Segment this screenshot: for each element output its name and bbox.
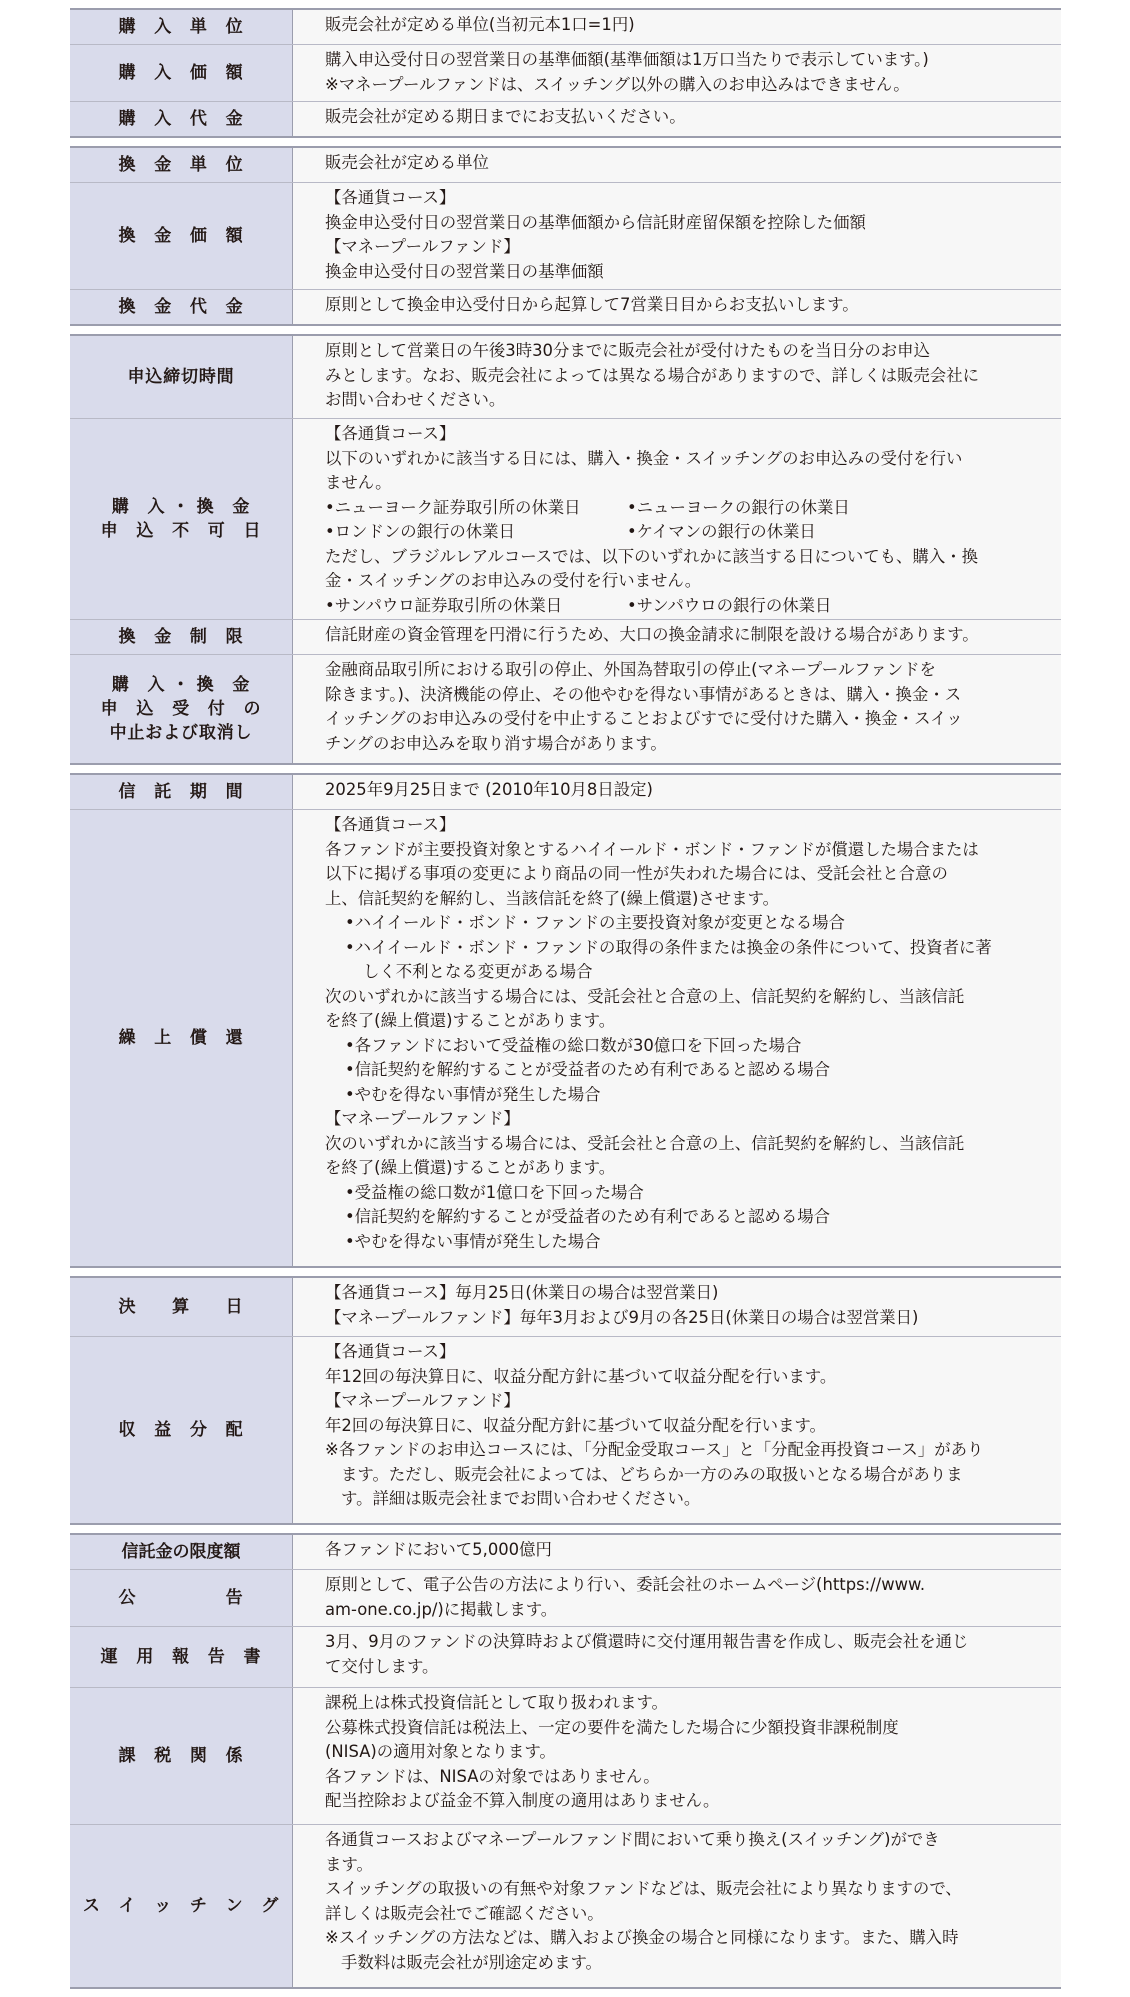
row-label-text	[119, 1744, 244, 1768]
content-line: て交付します。	[325, 1656, 439, 1676]
content-line: ただし、ブラジルレアルコースでは、以下のいずれかに該当する日についても、購入・換	[325, 546, 978, 566]
content-line: 金融商品取引所における取引の停止、外国為替取引の停止(マネープールファンドを	[325, 660, 936, 679]
row-label-line: 信 託 期 間	[118, 782, 244, 802]
section-group	[70, 1533, 1061, 1989]
content-line: 【各通貨コース】	[325, 424, 456, 443]
row-label-line: 換 金 価 額	[118, 226, 244, 246]
row-label-text	[119, 15, 244, 39]
content-line: 各ファンドにおいて5,000億円	[325, 1540, 552, 1559]
row-content	[293, 655, 1061, 763]
row-label-line: 申 込 受 付 の	[100, 699, 262, 719]
content-line: 換金申込受付日の翌営業日の基準価額	[325, 261, 604, 281]
row-label-text	[127, 365, 234, 389]
row-label	[70, 810, 293, 1266]
content-line: ※マネープールファンドは、スイッチング以外の購入のお申込みはできません。	[325, 74, 910, 94]
content-line: す。詳細は販売会社までお問い合わせください。	[341, 1489, 701, 1508]
row-label	[70, 183, 293, 289]
row-label-line: 購 入 価 額	[118, 63, 244, 83]
content-line: 2025年9月25日まで (2010年10月8日設定)	[325, 780, 653, 799]
table-row	[70, 810, 1061, 1266]
row-label-line: 申 込 不 可 日	[100, 521, 262, 541]
content-line: を終了(繰上償還)することがあります。	[325, 1011, 616, 1030]
content-line: みとします。なお、販売会社によっては異なる場合がありますので、詳しくは販売会社に	[325, 365, 979, 385]
content-line: 販売会社が定める単位	[325, 153, 489, 172]
row-label-line: 申込締切時間	[127, 367, 235, 387]
row-label-text	[119, 1586, 244, 1610]
table-row	[70, 1570, 1061, 1627]
row-label-text	[119, 625, 244, 649]
content-line: しく不利となる変更がある場合	[363, 962, 593, 981]
content-line: 換金申込受付日の翌営業日の基準価額から信託財産留保額を控除した価額	[325, 212, 866, 232]
table-row	[70, 1337, 1061, 1523]
row-label-text	[119, 295, 244, 319]
content-line: 3月、9月のファンドの決算時および償還時に交付運用報告書を作成し、販売会社を通じ	[325, 1632, 969, 1651]
section-group	[70, 773, 1061, 1268]
content-line: ます。	[325, 1854, 373, 1874]
row-label-line: 購 入 代 金	[118, 109, 244, 129]
content-line: 金・スイッチングのお申込みの受付を行いません。	[325, 571, 702, 590]
content-line: 次のいずれかに該当する場合には、受託会社と合意の上、信託契約を解約し、当該信託	[325, 1133, 965, 1153]
content-line: 年12回の毎決算日に、収益分配方針に基づいて収益分配を行います。	[325, 1366, 837, 1386]
table-row	[70, 620, 1061, 655]
table-row	[70, 1688, 1061, 1825]
row-label-text	[119, 1418, 244, 1442]
table-row	[70, 419, 1061, 620]
row-label-text	[83, 1894, 279, 1918]
row-label-line: 課 税 関 係	[118, 1746, 244, 1766]
row-label-line: 公 告	[118, 1588, 244, 1608]
row-label	[70, 1825, 293, 1987]
row-label-text	[101, 673, 262, 745]
row-label	[70, 1278, 293, 1336]
row-label-text	[101, 495, 262, 543]
section-group	[70, 146, 1061, 326]
content-line: を終了(繰上償還)することがあります。	[325, 1158, 616, 1177]
row-label	[70, 1337, 293, 1523]
row-content	[293, 148, 1061, 182]
section-group	[70, 334, 1061, 765]
row-label-text	[119, 1295, 244, 1319]
content-line: お問い合わせください。	[325, 390, 506, 409]
content-line: 購入申込受付日の翌営業日の基準価額(基準価額は1万口当たりで表示しています。)	[325, 50, 929, 69]
row-label-line: 信託金の限度額	[121, 1542, 241, 1562]
content-line: 年2回の毎決算日に、収益分配方針に基づいて収益分配を行います。	[325, 1415, 826, 1435]
row-content	[293, 419, 1061, 619]
column-item: •サンパウロ証券取引所の休業日	[325, 595, 563, 615]
row-label	[70, 10, 293, 44]
table-row	[70, 10, 1061, 45]
column-item: •ニューヨークの銀行の休業日	[627, 497, 850, 517]
row-label	[70, 1627, 293, 1687]
row-label-line: 購 入 単 位	[118, 17, 244, 37]
column-item: •ケイマンの銀行の休業日	[627, 522, 816, 541]
row-label	[70, 290, 293, 324]
row-label	[70, 1688, 293, 1824]
row-label-text	[119, 153, 244, 177]
content-line: スイッチングの取扱いの有無や対象ファンドなどは、販売会社により異なりますので、	[325, 1879, 962, 1898]
content-line: •受益権の総口数が1億口を下回った場合	[345, 1182, 644, 1202]
row-content	[293, 1688, 1061, 1824]
row-label-text	[119, 61, 244, 85]
table-row	[70, 183, 1061, 290]
fund-terms-table	[70, 8, 1061, 1997]
content-line: 各ファンドは、NISAの対象ではありません。	[325, 1766, 660, 1786]
content-line: •ハイイールド・ボンド・ファンドの取得の条件または換金の条件について、投資者に著	[345, 937, 992, 957]
row-label-line: 購 入 ・ 換 金	[111, 675, 251, 695]
table-row	[70, 1278, 1061, 1337]
table-row	[70, 775, 1061, 810]
content-line: 上、信託契約を解約し、当該信託を終了(繰上償還)させます。	[325, 888, 780, 908]
content-line: •信託契約を解約することが受益者のため有利であると認める場合	[345, 1207, 830, 1226]
content-line: 原則として営業日の午後3時30分までに販売会社が受付けたものを当日分のお申込	[325, 341, 930, 360]
table-row	[70, 1627, 1061, 1688]
row-label	[70, 336, 293, 418]
row-content	[293, 10, 1061, 44]
two-column-line	[325, 496, 1049, 521]
content-line: 【マネープールファンド】	[325, 1391, 520, 1410]
content-line: チングのお申込みを取り消す場合があります。	[325, 733, 667, 753]
row-label-line: 換 金 単 位	[118, 155, 244, 175]
content-line: ※各ファンドのお申込コースには、「分配金受取コース」と「分配金再投資コース」があり	[325, 1440, 984, 1459]
row-label-line: 購 入 ・ 換 金	[111, 497, 251, 517]
row-label-line: 中止および取消し	[109, 723, 253, 743]
table-row	[70, 1535, 1061, 1570]
table-row	[70, 336, 1061, 419]
content-line: 原則として、電子公告の方法により行い、委託会社のホームページ(https://www.	[325, 1575, 926, 1594]
content-line: 除きます。)、決済機能の停止、その他やむを得ない事情があるときは、購入・換金・ス	[325, 684, 962, 704]
row-content	[293, 1535, 1061, 1569]
table-row	[70, 102, 1061, 136]
content-line: 配当控除および益金不算入制度の適用はありません。	[325, 1791, 720, 1810]
two-column-line	[325, 594, 1049, 619]
content-line: •やむを得ない事情が発生した場合	[345, 1231, 601, 1251]
row-content	[293, 1627, 1061, 1687]
content-line: 公募株式投資信託は税法上、一定の要件を満たした場合に少額投資非課税制度	[325, 1717, 899, 1737]
section-group	[70, 8, 1061, 138]
row-content	[293, 336, 1061, 418]
content-line: 手数料は販売会社が別途定めます。	[341, 1952, 602, 1972]
row-label-line: 運 用 報 告 書	[100, 1647, 262, 1667]
row-label	[70, 419, 293, 619]
row-content	[293, 45, 1061, 101]
two-column-line	[325, 520, 1049, 545]
content-line: 販売会社が定める期日までにお支払いください。	[325, 107, 686, 126]
row-label-text	[122, 1540, 241, 1564]
row-content	[293, 290, 1061, 324]
content-line: 各通貨コースおよびマネープールファンド間において乗り換え(スイッチング)ができ	[325, 1830, 940, 1849]
content-line: 以下のいずれかに該当する日には、購入・換金・スイッチングのお申込みの受付を行い	[325, 448, 963, 468]
row-label-line: 換 金 代 金	[118, 297, 244, 317]
section-group	[70, 1276, 1061, 1525]
row-label-line: 決 算 日	[118, 1297, 244, 1317]
row-label	[70, 1570, 293, 1626]
content-line: am-one.co.jp/)に掲載します。	[325, 1599, 558, 1619]
row-content	[293, 810, 1061, 1266]
table-row	[70, 290, 1061, 324]
table-row	[70, 655, 1061, 763]
row-content	[293, 1825, 1061, 1987]
row-content	[293, 183, 1061, 289]
table-row	[70, 45, 1061, 102]
content-line: •ハイイールド・ボンド・ファンドの主要投資対象が変更となる場合	[345, 913, 845, 932]
content-line: 【マネープールファンド】毎年3月および9月の各25日(休業日の場合は翌営業日)	[325, 1307, 919, 1327]
content-line: 原則として換金申込受付日から起算して7営業日目からお支払いします。	[325, 295, 859, 314]
row-label-line: 収 益 分 配	[118, 1420, 244, 1440]
column-item: •ニューヨーク証券取引所の休業日	[325, 497, 581, 517]
content-line: •各ファンドにおいて受益権の総口数が30億口を下回った場合	[345, 1035, 802, 1055]
content-line: 【各通貨コース】	[325, 815, 456, 834]
row-label	[70, 148, 293, 182]
row-label-text	[101, 1645, 262, 1669]
row-label-text	[119, 780, 244, 804]
content-line: 【マネープールファンド】	[325, 1109, 520, 1128]
content-line: 【各通貨コース】	[325, 188, 456, 207]
content-line: ます。ただし、販売会社によっては、どちらか一方のみの取扱いとなる場合がありま	[341, 1464, 963, 1484]
content-line: 信託財産の資金管理を円滑に行うため、大口の換金請求に制限を設ける場合があります。	[325, 625, 979, 644]
row-content	[293, 1278, 1061, 1336]
row-label-line: 繰 上 償 還	[118, 1028, 244, 1048]
row-content	[293, 102, 1061, 136]
content-line: イッチングのお申込みの受付を中止することおよびすでに受付けた購入・換金・スイッ	[325, 709, 963, 728]
content-line: (NISA)の適用対象となります。	[325, 1742, 556, 1761]
table-row	[70, 1825, 1061, 1987]
row-content	[293, 775, 1061, 809]
column-item: •サンパウロの銀行の休業日	[627, 595, 832, 615]
row-label-text	[119, 224, 244, 248]
row-label-line: ス イ ッ チ ン グ	[82, 1896, 280, 1916]
content-line: •やむを得ない事情が発生した場合	[345, 1084, 601, 1104]
row-label	[70, 102, 293, 136]
row-label-line: 換 金 制 限	[118, 627, 244, 647]
row-content	[293, 620, 1061, 654]
content-line: 【各通貨コース】	[325, 1342, 456, 1361]
content-line: •信託契約を解約することが受益者のため有利であると認める場合	[345, 1060, 830, 1079]
row-content	[293, 1337, 1061, 1523]
row-content	[293, 1570, 1061, 1626]
content-line: ません。	[325, 473, 392, 492]
content-line: 以下に掲げる事項の変更により商品の同一性が失われた場合には、受託会社と合意の	[325, 864, 948, 883]
row-label	[70, 45, 293, 101]
row-label	[70, 1535, 293, 1569]
content-line: 【各通貨コース】毎月25日(休業日の場合は翌営業日)	[325, 1283, 719, 1302]
content-line: 課税上は株式投資信託として取り扱われます。	[325, 1693, 668, 1712]
content-line: 次のいずれかに該当する場合には、受託会社と合意の上、信託契約を解約し、当該信託	[325, 986, 965, 1006]
column-item: •ロンドンの銀行の休業日	[325, 522, 515, 541]
content-line: 各ファンドが主要投資対象とするハイイールド・ボンド・ファンドが償還した場合または	[325, 839, 979, 859]
row-label	[70, 655, 293, 763]
row-label	[70, 620, 293, 654]
row-label-text	[119, 107, 244, 131]
content-line: 販売会社が定める単位(当初元本1口=1円)	[325, 15, 635, 34]
content-line: 詳しくは販売会社でご確認ください。	[325, 1903, 604, 1923]
content-line: 【マネープールファンド】	[325, 237, 520, 256]
content-line: ※スイッチングの方法などは、購入および換金の場合と同様になります。また、購入時	[325, 1928, 959, 1947]
table-row	[70, 148, 1061, 183]
row-label	[70, 775, 293, 809]
row-label-text	[119, 1026, 244, 1050]
